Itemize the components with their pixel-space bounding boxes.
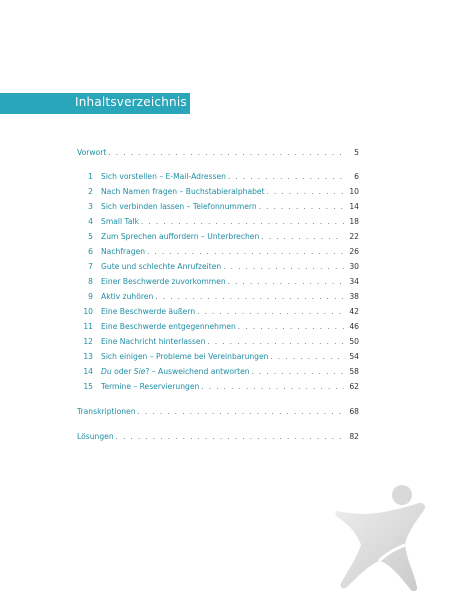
toc-entry-number: 5 bbox=[88, 232, 93, 241]
toc-entry-label: Small Talk bbox=[101, 217, 140, 226]
toc-entry-number: 4 bbox=[88, 217, 93, 226]
toc-entry-page: 50 bbox=[349, 337, 359, 346]
toc-entry-label: Eine Beschwerde entgegennehmen bbox=[101, 322, 236, 331]
toc-entry-2[interactable] bbox=[77, 187, 359, 199]
toc-leader-dots bbox=[141, 218, 344, 226]
toc-entry-page: 46 bbox=[349, 322, 359, 331]
toc-entry-page: 5 bbox=[354, 148, 359, 157]
toc-entry-7[interactable] bbox=[77, 262, 359, 274]
toc-leader-dots bbox=[261, 233, 344, 241]
toc-entry-11[interactable] bbox=[77, 322, 359, 334]
toc-entry-number: 8 bbox=[88, 277, 93, 286]
toc-entry-label: Eine Beschwerde äußern bbox=[101, 307, 196, 316]
toc-entry-label: Sich verbinden lassen – Telefonnummern bbox=[101, 202, 257, 211]
toc-leader-dots bbox=[147, 248, 344, 256]
toc-entry-15[interactable] bbox=[77, 382, 359, 394]
toc-entry-page: 68 bbox=[349, 407, 359, 416]
toc-leader-dots bbox=[238, 323, 344, 331]
toc-leader-dots bbox=[197, 308, 344, 316]
toc-entry-number: 2 bbox=[88, 187, 93, 196]
toc-entry-label: Transkriptionen bbox=[77, 407, 136, 416]
toc-entry-label: Gute und schlechte Anrufzeiten bbox=[101, 262, 222, 271]
toc-entry-6[interactable] bbox=[77, 247, 359, 259]
toc-entry-label: Sich vorstellen – E-Mail-Adressen bbox=[101, 172, 226, 181]
toc-entry-1[interactable] bbox=[77, 172, 359, 184]
toc-entry-number: 9 bbox=[88, 292, 93, 301]
toc-leader-dots bbox=[108, 149, 344, 157]
toc-entry-12[interactable] bbox=[77, 337, 359, 349]
toc-entry-8[interactable] bbox=[77, 277, 359, 289]
toc-entry-5[interactable] bbox=[77, 232, 359, 244]
toc-entry-transkriptionen[interactable] bbox=[77, 407, 359, 419]
toc-entry-number: 10 bbox=[83, 307, 93, 316]
toc-entry-number: 1 bbox=[88, 172, 93, 181]
toc-entry-number: 6 bbox=[88, 247, 93, 256]
toc-entry-page: 14 bbox=[349, 202, 359, 211]
toc-entry-page: 62 bbox=[349, 382, 359, 391]
toc-entry-3[interactable] bbox=[77, 202, 359, 214]
toc-leader-dots bbox=[138, 408, 344, 416]
toc-entry-14[interactable] bbox=[77, 367, 359, 379]
toc-entry-9[interactable] bbox=[77, 292, 359, 304]
toc-leader-dots bbox=[155, 293, 344, 301]
toc-entry-page: 38 bbox=[349, 292, 359, 301]
toc-entry-page: 82 bbox=[349, 432, 359, 441]
toc-entry-label: Sich einigen – Probleme bei Vereinbarungen bbox=[101, 352, 269, 361]
toc-entry-number: 14 bbox=[83, 367, 93, 376]
toc-entry-label: Nach Namen fragen – Buchstabieralphabet bbox=[101, 187, 265, 196]
toc-entry-label: Vorwort bbox=[77, 148, 107, 157]
toc-leader-dots bbox=[207, 338, 344, 346]
toc-entry-label: Nachfragen bbox=[101, 247, 146, 256]
toc-entry-number: 15 bbox=[83, 382, 93, 391]
toc-entry-page: 26 bbox=[349, 247, 359, 256]
toc-entry-page: 54 bbox=[349, 352, 359, 361]
toc-entry-number: 12 bbox=[83, 337, 93, 346]
toc-entry-loesungen[interactable] bbox=[77, 432, 359, 444]
toc-entry-label: Du oder Sie? – Ausweichend antworten bbox=[101, 367, 250, 376]
toc-leader-dots bbox=[270, 353, 344, 361]
toc-entry-number: 11 bbox=[83, 322, 93, 331]
toc-entry-13[interactable] bbox=[77, 352, 359, 364]
toc-entry-number: 13 bbox=[83, 352, 93, 361]
toc-leader-dots bbox=[228, 173, 344, 181]
page-title: Inhaltsverzeichnis bbox=[75, 95, 187, 109]
toc-leader-dots bbox=[267, 188, 344, 196]
toc-entry-vorwort[interactable] bbox=[77, 148, 359, 160]
toc-entry-number: 7 bbox=[88, 262, 93, 271]
toc-entry-label: Aktiv zuhören bbox=[101, 292, 154, 301]
toc-entry-label: Zum Sprechen auffordern – Unterbrechen bbox=[101, 232, 260, 241]
toc-entry-label: Eine Nachricht hinterlassen bbox=[101, 337, 206, 346]
toc-entry-page: 58 bbox=[349, 367, 359, 376]
toc-entry-number: 3 bbox=[88, 202, 93, 211]
toc-leader-dots bbox=[201, 383, 344, 391]
toc-entry-page: 22 bbox=[349, 232, 359, 241]
toc-entry-page: 18 bbox=[349, 217, 359, 226]
toc-entry-label: Termine – Reservierungen bbox=[101, 382, 200, 391]
toc-leader-dots bbox=[252, 368, 344, 376]
toc-leader-dots bbox=[228, 278, 344, 286]
toc-entry-10[interactable] bbox=[77, 307, 359, 319]
toc-entry-4[interactable] bbox=[77, 217, 359, 229]
toc-entry-label: Einer Beschwerde zuvorkommen bbox=[101, 277, 226, 286]
toc-entry-page: 34 bbox=[349, 277, 359, 286]
toc-entry-page: 6 bbox=[354, 172, 359, 181]
toc-leader-dots bbox=[223, 263, 344, 271]
toc-entry-page: 42 bbox=[349, 307, 359, 316]
toc-entry-page: 10 bbox=[349, 187, 359, 196]
toc-entry-label: Lösungen bbox=[77, 432, 114, 441]
toc-leader-dots bbox=[116, 433, 344, 441]
toc-entry-page: 30 bbox=[349, 262, 359, 271]
publisher-logo-icon bbox=[335, 483, 440, 593]
toc-leader-dots bbox=[259, 203, 344, 211]
